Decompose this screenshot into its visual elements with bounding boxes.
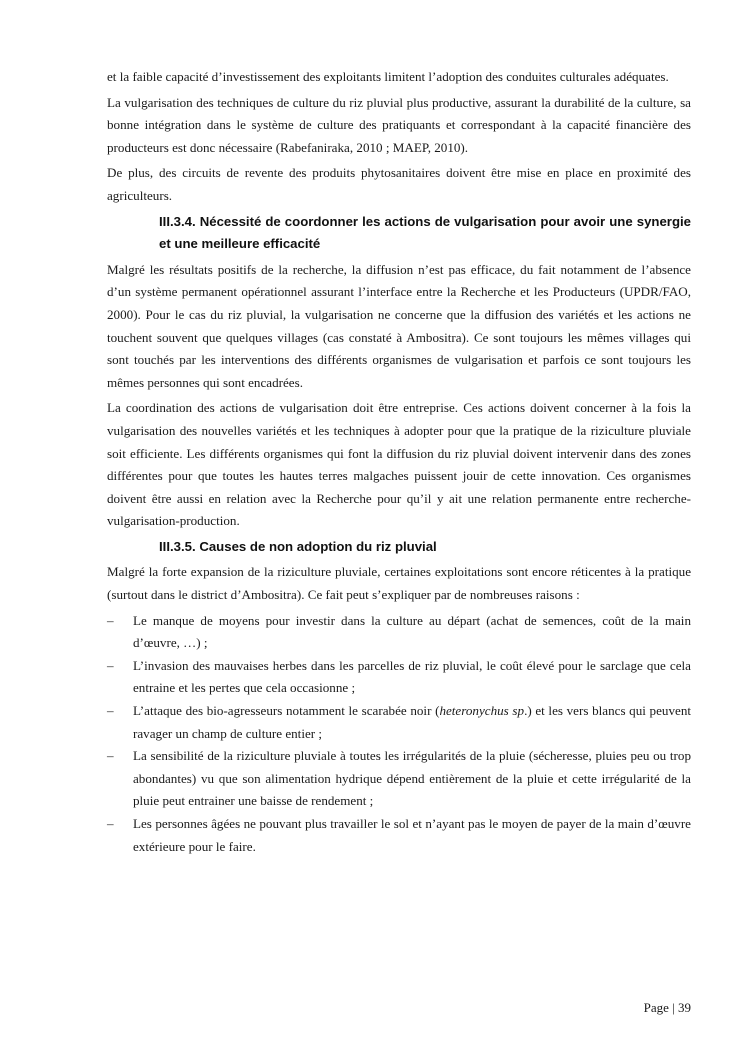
bullet-dash: – (107, 703, 114, 719)
list-item-text: L’invasion des mauvaises herbes dans les parcelles de riz pluvial, le coût élevé pour le sarclage que cela entraine et les pertes que cela occasionne ; (133, 657, 691, 696)
list-item (107, 700, 691, 745)
list-item (107, 745, 691, 813)
document-page (107, 66, 691, 858)
page-number: Page | 39 (643, 1000, 691, 1015)
bullet-dash: – (107, 657, 114, 673)
list-item-text: Les personnes âgées ne pouvant plus travailler le sol et n’ayant pas le moyen de payer de la main d’œuvre extérieure pour le faire. (133, 816, 691, 854)
paragraph-diffusion: Malgré les résultats positifs de la recherche, la diffusion n’est pas efficace, du fait notamment de l’absence d’un système permanent opérationnel assurant l’interface entre la Recherche et les Producteurs (UPDR/FAO, 2000). Pour le cas du riz pluvial, la vulgarisation ne concerne que la diffusion des variétés et les actions ne touchent souvent que quelques villages (cas constaté à Ambositra). Ce sont toujours les mêmes villages qui sont touchés par les interventions des différents organismes de vulgarisation et parfois ce sont toujours les mêmes personnes qui sont encadrées. (107, 261, 691, 390)
bullet-dash: – (107, 748, 114, 764)
causes-list (107, 610, 691, 859)
paragraph-circuits-revente: De plus, des circuits de revente des produits phytosanitaires doivent être mise en place en proximité des agriculteurs. (107, 165, 691, 203)
paragraph-coordination: La coordination des actions de vulgarisation doit être entreprise. Ces actions doivent concerner à la fois la vulgarisation des nouvelles variétés et les techniques à adopter pour que la pratique de la riziculture pluviale soit efficiente. Les différents organismes qui font la diffusion du riz pluvial doivent intervenir dans des zones différentes pour que toutes les hautes terres malgaches puissent jouir de cette innovation. Ces organismes doivent être aussi en relation avec la Recherche pour qu’il y ait une relation permanente entre recherche-vulgarisation-production. (107, 400, 691, 529)
paragraph-continuation: et la faible capacité d’investissement des exploitants limitent l’adoption des conduites culturales adéquates. (107, 69, 669, 84)
list-item-text: Le manque de moyens pour investir dans la culture au départ (achat de semences, coût de la main d’œuvre, …) ; (133, 612, 691, 651)
list-item (107, 813, 691, 858)
species-name: heteronychus sp (439, 703, 525, 719)
list-item-text (133, 703, 691, 741)
list-item-text-before: L’attaque des bio-agresseurs notamment le scarabée noir ( (133, 703, 440, 719)
paragraph-vulgarisation: La vulgarisation des techniques de culture du riz pluvial plus productive, assurant la durabilité de la culture, sa bonne intégration dans le système de culture des pratiquants et correspondant à la capacité financière des producteurs est donc nécessaire (Rabefaniraka, 2010 ; MAEP, 2010). (107, 94, 691, 155)
paragraph-causes-intro: Malgré la forte expansion de la riziculture pluviale, certaines exploitations sont encore réticentes à la pratique (surtout dans le district d’Ambositra). Ce fait peut s’expliquer par de nombreuses raisons : (107, 564, 691, 603)
list-item-text-after: .) et les vers blancs qui peuvent ravager un champ de culture entier ; (133, 703, 692, 741)
section-heading-334: III.3.4. Nécessité de coordonner les actions de vulgarisation pour avoir une synergie et une meilleure efficacité (159, 213, 691, 252)
list-item (107, 610, 691, 655)
bullet-dash: – (107, 816, 114, 831)
list-item-text: La sensibilité de la riziculture pluviale à toutes les irrégularités de la pluie (sécheresse, pluies peu ou trop abondantes) vu que son alimentation hydrique dépend entièrement de la pluie et cette irrégularité de la pluie peut entrainer une baisse de rendement ; (133, 748, 691, 809)
list-item (107, 655, 691, 700)
bullet-dash: – (107, 612, 114, 628)
section-heading-335: III.3.5. Causes de non adoption du riz pluvial (159, 538, 437, 554)
